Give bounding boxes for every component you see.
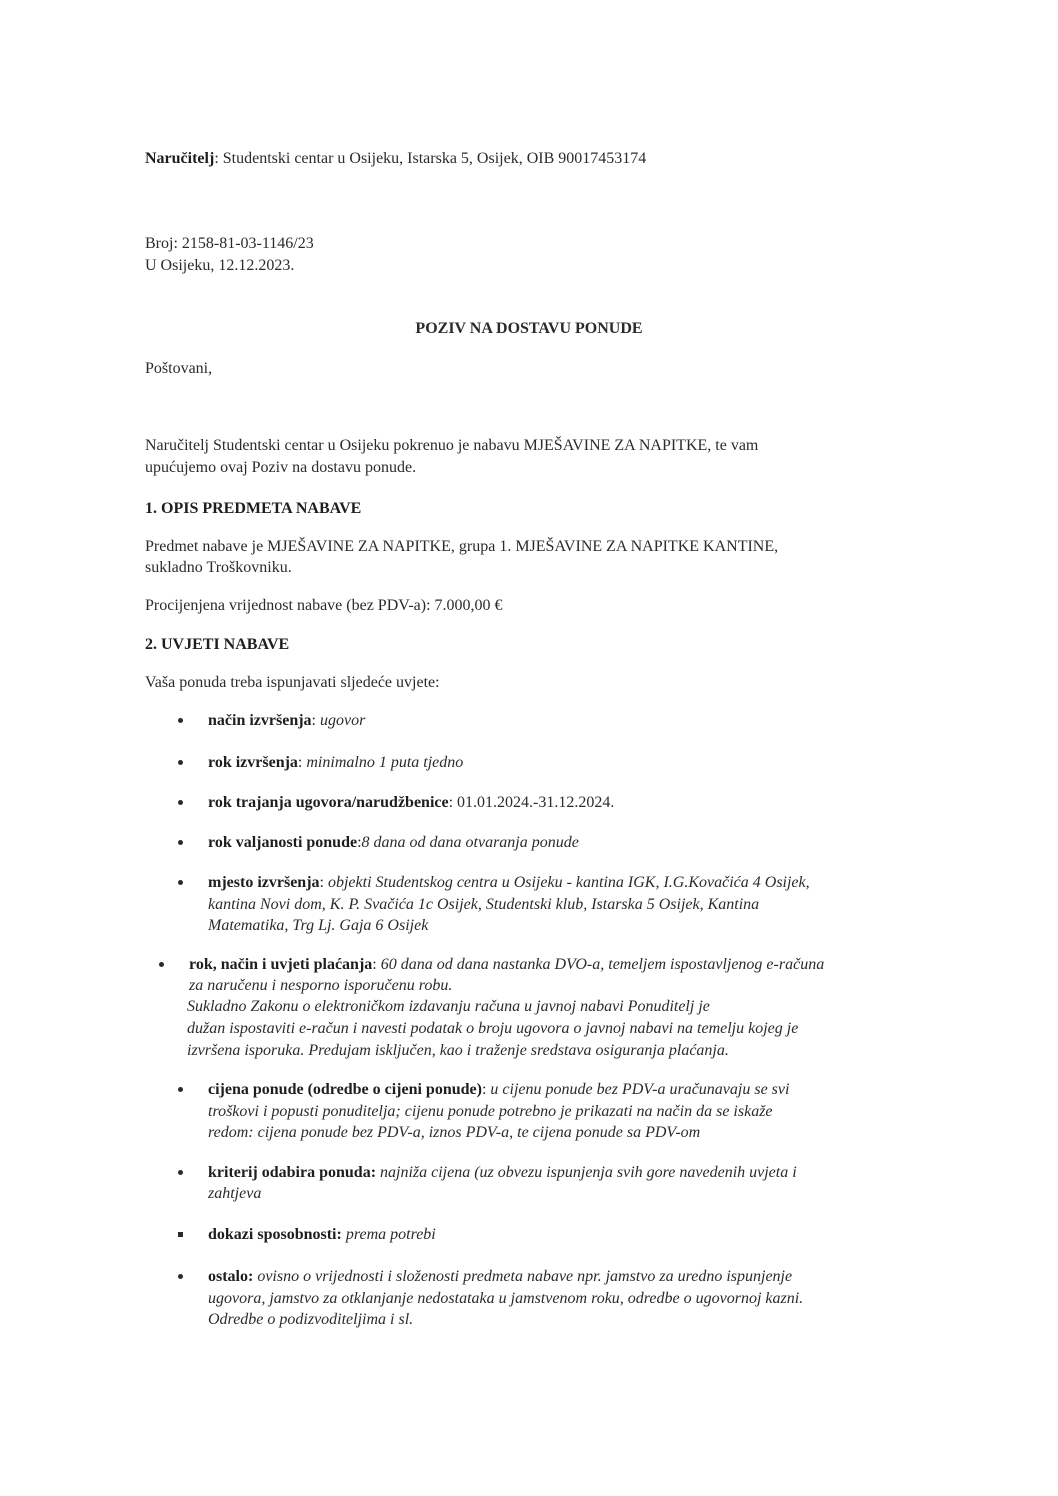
condition-value-cont: redom: cijena ponude bez PDV-a, iznos PDV-a, te cijena ponude sa PDV-om: [208, 1124, 701, 1141]
condition-value-cont: troškovi i popusti ponuditelja; cijenu ponude potrebno je prikazati na način da se iskaže: [208, 1103, 773, 1120]
condition-label: način izvršenja: [208, 712, 312, 729]
bullet-icon: [178, 880, 183, 885]
condition-value: 60 dana od dana nastanka DVO-a, temeljem ispostavljenog e-računa: [380, 956, 825, 973]
condition-value: 01.01.2024.-31.12.2024.: [457, 794, 615, 811]
client-line: [145, 148, 646, 169]
page-title: POZIV NA DOSTAVU PONUDE: [415, 320, 643, 337]
section-2-intro: Vaša ponuda treba ispunjavati sljedeće uvjete:: [145, 674, 440, 691]
bullet-icon: [178, 1087, 183, 1092]
client-label: Naručitelj: [145, 150, 215, 167]
condition-value-cont: kantina Novi dom, K. P. Svačića 1c Osijek, Studentski klub, Istarska 5 Osijek, Kantina: [208, 896, 760, 913]
condition-label: rok izvršenja: [208, 754, 298, 771]
bullet-icon: [178, 800, 183, 805]
condition-item: mjesto izvršenja: objekti Studentskog centra u Osijeku - kantina IGK, I.G.Kovačića 4 Osijek,: [208, 874, 810, 891]
condition-item: [208, 1162, 797, 1183]
condition-item: rok izvršenja: minimalno 1 puta tjedno: [208, 754, 464, 771]
condition-value: najniža cijena (uz obvezu ispunjenja svih gore navedenih uvjeta i: [380, 1164, 797, 1181]
bullet-icon: [159, 962, 164, 967]
condition-value: ovisno o vrijednosti i složenosti predmeta nabave npr. jamstvo za uredno ispunjenje: [257, 1268, 793, 1285]
section-1-line-1: Predmet nabave je MJEŠAVINE ZA NAPITKE, grupa 1. MJEŠAVINE ZA NAPITKE KANTINE,: [145, 538, 779, 555]
bullet-icon: [178, 760, 183, 765]
condition-value: u cijenu ponude bez PDV-a uračunavaju se svi: [490, 1081, 790, 1098]
condition-item: [208, 1266, 792, 1287]
condition-value: 8 dana od dana otvaranja ponude: [361, 834, 579, 851]
condition-value-cont: za naručenu i nesporno isporučenu robu.: [189, 977, 453, 994]
condition-value-cont: ugovora, jamstvo za otklanjanje nedostataka u jamstvenom roku, odredbe o ugovornoj kazni.: [208, 1290, 804, 1307]
condition-value: minimalno 1 puta tjedno: [306, 754, 464, 771]
condition-value: prema potrebi: [345, 1226, 436, 1243]
square-bullet-icon: [178, 1232, 183, 1237]
condition-value: objekti Studentskog centra u Osijeku - kantina IGK, I.G.Kovačića 4 Osijek,: [327, 874, 810, 891]
intro-line-2: upućujemo ovaj Poziv na dostavu ponude.: [145, 459, 417, 476]
bullet-icon: [178, 840, 183, 845]
estimated-value: Procijenjena vrijednost nabave (bez PDV-a): 7.000,00 €: [145, 597, 503, 614]
condition-value-cont: Matematika, Trg Lj. Gaja 6 Osijek: [208, 917, 429, 934]
section-1-line-2: sukladno Troškovniku.: [145, 559, 292, 576]
bullet-icon: [178, 1274, 183, 1279]
condition-label: dokazi sposobnosti:: [208, 1226, 342, 1243]
condition-label: rok trajanja ugovora/narudžbenice: [208, 794, 449, 811]
bullet-icon: [178, 718, 183, 723]
condition-value-cont: izvršena isporuka. Predujam isključen, kao i traženje sredstava osiguranja plaćanja.: [187, 1042, 729, 1059]
condition-label: kriterij odabira ponuda:: [208, 1164, 377, 1181]
condition-value-cont: zahtjeva: [208, 1185, 262, 1202]
condition-label: rok, način i uvjeti plaćanja: [189, 956, 373, 973]
greeting: Poštovani,: [145, 360, 213, 377]
document-number: Broj: 2158-81-03-1146/23: [145, 235, 314, 252]
condition-label: cijena ponude (odredbe o cijeni ponude): [208, 1081, 482, 1098]
condition-item: rok trajanja ugovora/narudžbenice: 01.01.2024.-31.12.2024.: [208, 794, 615, 811]
client-text: : Studentski centar u Osijeku, Istarska 5, Osijek, OIB 90017453174: [214, 150, 647, 167]
condition-label: ostalo:: [208, 1268, 254, 1285]
condition-value-cont: Sukladno Zakonu o elektroničkom izdavanju računa u javnoj nabavi Ponuditelj je: [187, 998, 710, 1015]
condition-value: ugovor: [320, 712, 366, 729]
section-2-heading: 2. UVJETI NABAVE: [145, 636, 290, 653]
condition-value-cont: Odredbe o podizvoditeljima i sl.: [208, 1311, 414, 1328]
condition-item: [208, 1224, 436, 1245]
condition-value-cont: dužan ispostaviti e-račun i navesti podatak o broju ugovora o javnoj nabavi na temelju kojeg je: [187, 1020, 799, 1037]
section-1-heading: 1. OPIS PREDMETA NABAVE: [145, 500, 362, 517]
condition-item: rok valjanosti ponude:8 dana od dana otvaranja ponude: [208, 834, 579, 851]
condition-label: mjesto izvršenja: [208, 874, 320, 891]
condition-item: cijena ponude (odredbe o cijeni ponude): u cijenu ponude bez PDV-a uračunavaju se svi: [208, 1081, 790, 1098]
bullet-icon: [178, 1170, 183, 1175]
condition-item: rok, način i uvjeti plaćanja: 60 dana od dana nastanka DVO-a, temeljem ispostavljenog e-računa: [189, 956, 825, 973]
condition-item: način izvršenja: ugovor: [208, 712, 366, 729]
place-date: U Osijeku, 12.12.2023.: [145, 257, 295, 274]
condition-label: rok valjanosti ponude: [208, 834, 358, 851]
intro-line-1: Naručitelj Studentski centar u Osijeku pokrenuo je nabavu MJEŠAVINE ZA NAPITKE, te vam: [145, 437, 759, 454]
